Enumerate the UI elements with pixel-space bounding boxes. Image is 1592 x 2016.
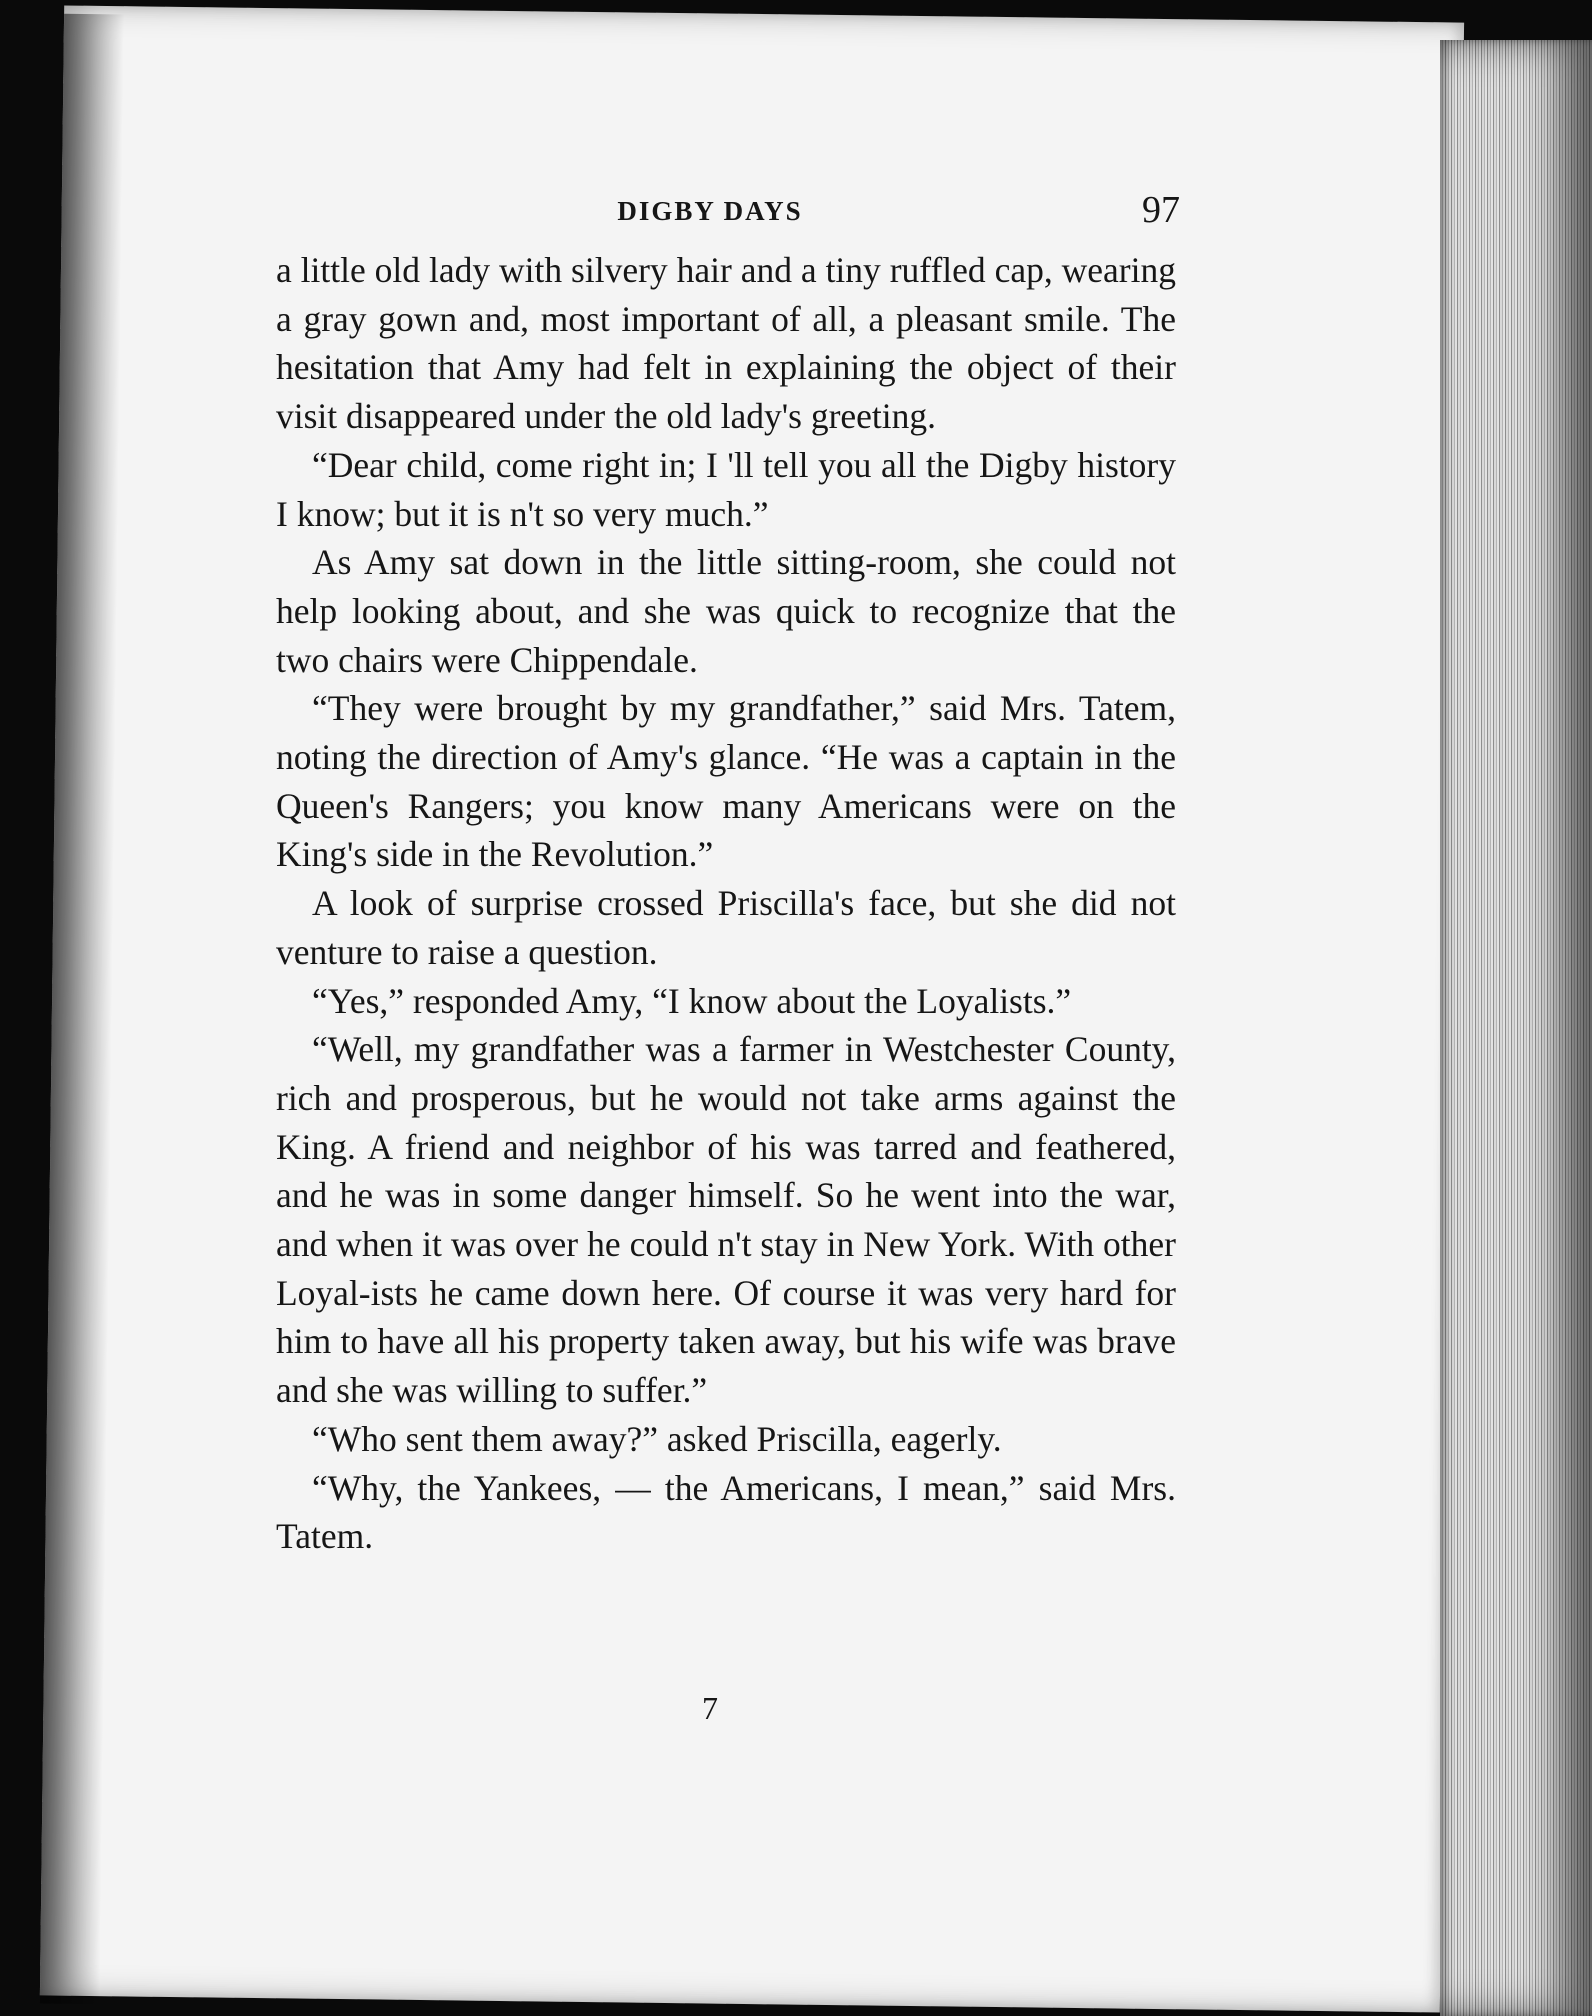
paragraph: A look of surprise crossed Priscilla's face, but she did not venture to raise a question. — [276, 883, 1176, 972]
paragraph: “Why, the Yankees, — the Americans, I mean,” said Mrs. Tatem. — [276, 1467, 1176, 1557]
body-text — [276, 246, 1176, 1561]
paragraph: As Amy sat down in the little sitting-room, she could not help looking about, and she was quick to recognize that the two chairs were Chippendale. — [276, 542, 1176, 680]
signature-mark: 7 — [702, 1690, 718, 1726]
paragraph: “They were brought by my grandfather,” said Mrs. Tatem, noting the direction of Amy's glance. “He was a captain in the Queen's Rangers; you know many Americans were on the King's side in the Revolution.” — [276, 688, 1176, 875]
paragraph: a little old lady with silvery hair and a tiny ruffled cap, wearing a gray gown and, most important of all, a pleasant smile. The hesitation that Amy had felt in explaining the object of their visit disappeared under the old lady's greeting. — [276, 250, 1176, 437]
paragraph: “Yes,” responded Amy, “I know about the Loyalists.” — [312, 980, 1072, 1021]
paragraph: “Well, my grandfather was a farmer in Westchester County, rich and prosperous, but he would not take arms against the King. A friend and neighbor of his was tarred and feathered, and he was in some danger himself. So he went into the war, and when it was over he could n't stay in New York. With other Loyal-ists he came down here. Of course it was very hard for him to have all his property taken away, but his wife was brave and she was willing to suffer.” — [276, 1029, 1176, 1411]
running-head: DIGBY DAYS — [617, 196, 803, 226]
page-header — [240, 186, 1180, 236]
paragraph: “Dear child, come right in; I 'll tell you all the Digby history I know; but it is n't so very much.” — [276, 444, 1176, 534]
page-number: 97 — [1142, 189, 1180, 231]
page-edges — [1440, 40, 1592, 2016]
paragraph: “Who sent them away?” asked Priscilla, eagerly. — [312, 1418, 1002, 1459]
